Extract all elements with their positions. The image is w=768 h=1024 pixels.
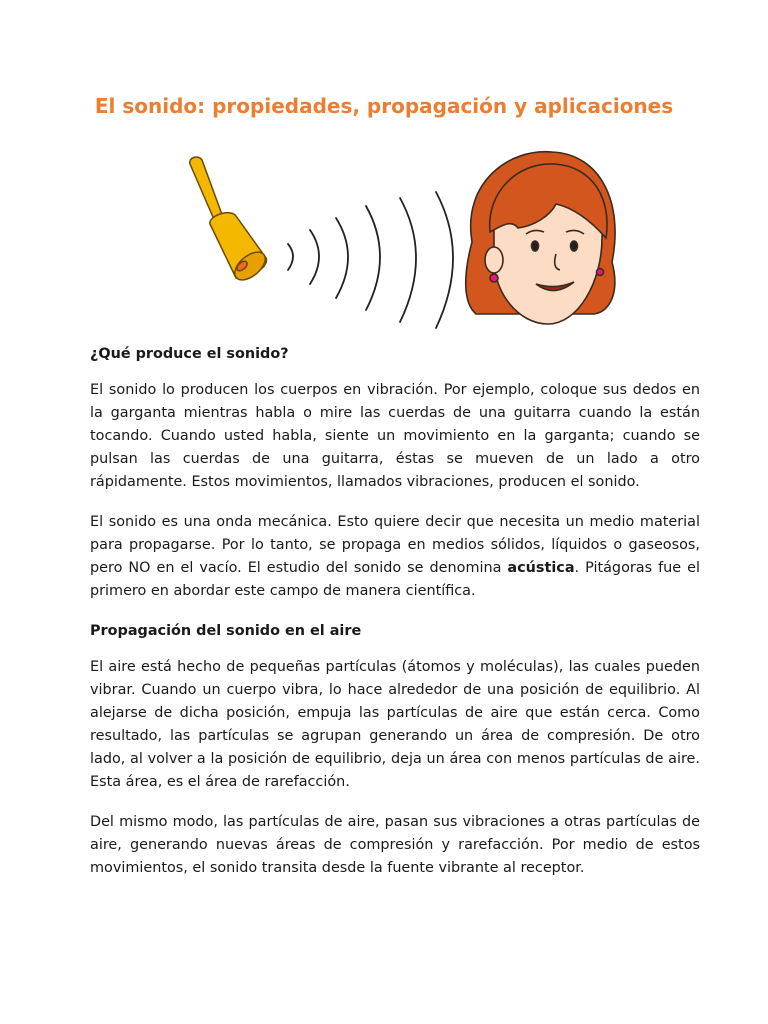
section-heading-que-produce: ¿Qué produce el sonido? — [90, 346, 289, 362]
sound-waves-icon — [288, 192, 453, 328]
paragraph-text: . Pitágoras fue el primero en abordar este campo de manera científica. — [90, 560, 700, 599]
page-title: El sonido: propiedades, propagación y aplicaciones — [94, 94, 674, 118]
paragraph-text: El sonido es una onda mecánica. Esto quiere decir que necesita un medio material para propagarse. Por lo tanto, se propaga en medios sólidos, líquidos o gaseosos, pero NO en el vacío. El estudio del sonido se denomina — [90, 514, 700, 576]
paragraph: El aire está hecho de pequeñas partículas (átomos y moléculas), las cuales pueden vibrar. Cuando un cuerpo vibra, lo hace alrededor de una posición de equilibrio. Al alejarse de dicha posición, empuja las partículas de aire que están cerca. Como resultado, las partículas se agrupan generando un área de compresión. De otro lado, al volver a la posición de equilibrio, deja un área con menos partículas de aire. Esta área, es el área de rarefacción. — [90, 659, 700, 790]
paragraph: El sonido lo producen los cuerpos en vibración. Por ejemplo, coloque sus dedos en la garganta mientras habla o mire las cuerdas de una guitarra cuando la están tocando. Cuando usted habla, siente un movimiento en la garganta; cuando se pulsan las cuerdas de una guitarra, éstas se mueven de un lado a otro rápidamente. Estos movimientos, llamados vibraciones, producen el sonido. — [90, 382, 700, 490]
paragraph: Del mismo modo, las partículas de aire, pasan sus vibraciones a otras partículas de aire, generando nuevas áreas de compresión y rarefacción. Por medio de estos movimientos, el sonido transita desde la fuente vibrante al receptor. — [90, 814, 700, 876]
sound-illustration — [180, 142, 620, 332]
section-heading-propagacion: Propagación del sonido en el aire — [90, 623, 362, 639]
girl-face-icon — [466, 152, 615, 324]
term-acustica: acústica — [507, 560, 575, 576]
bell-icon — [190, 157, 270, 285]
article-body — [90, 343, 700, 897]
paragraph — [90, 511, 700, 603]
